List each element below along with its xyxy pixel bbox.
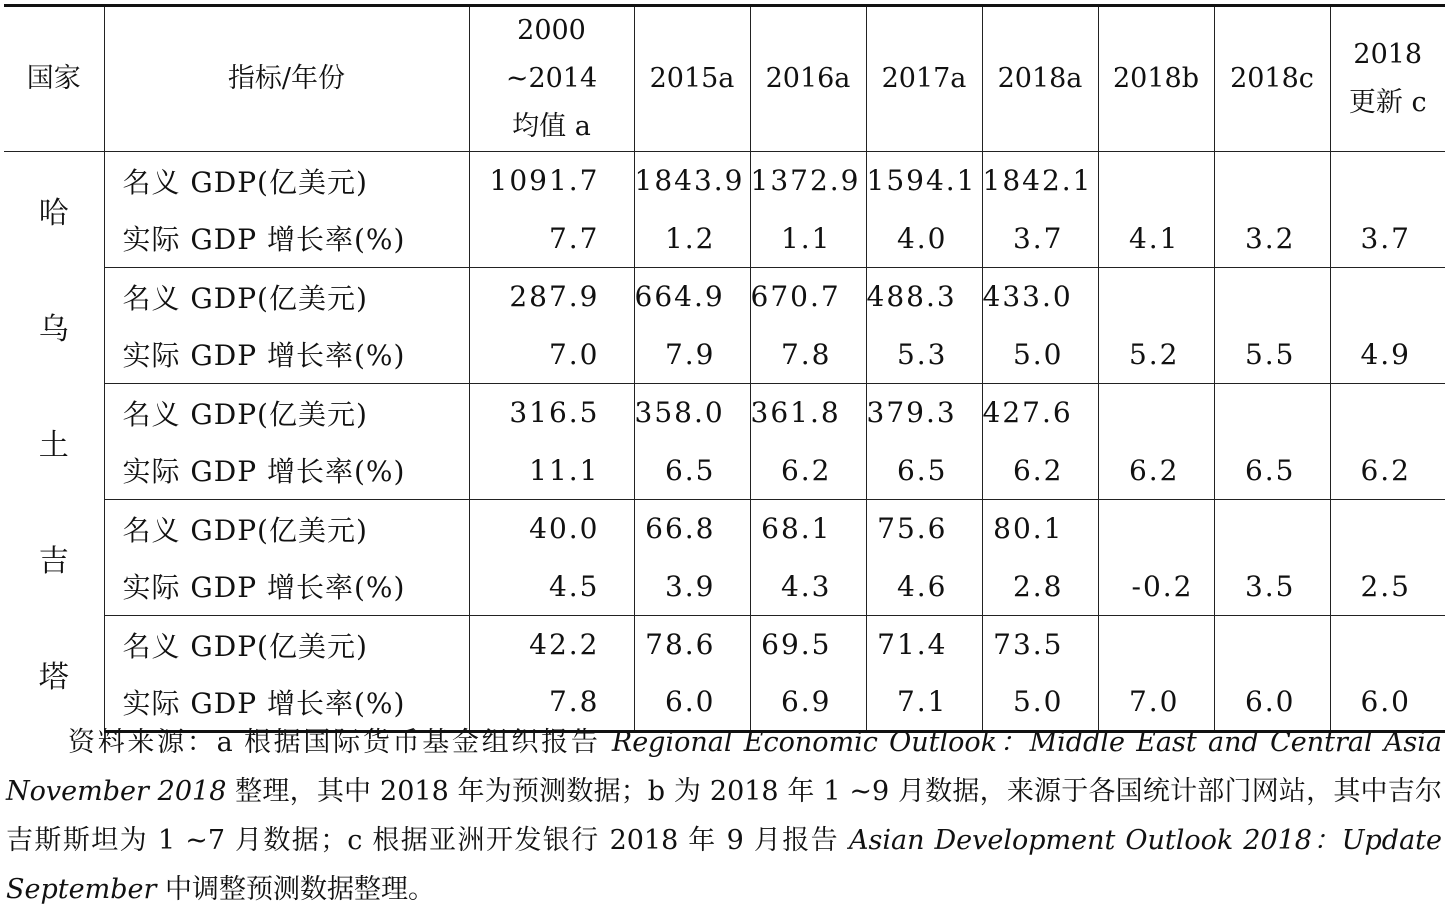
- table-row: [4, 268, 1445, 326]
- value-cell-2018a: 2.8: [982, 558, 1098, 616]
- source-note: [6, 718, 1442, 914]
- value-cell-2015a: 6.0: [634, 674, 750, 732]
- table-row: [4, 442, 1445, 500]
- value-cell-2017a: 379.3: [866, 384, 982, 442]
- value-cell-2015a: 358.0: [634, 384, 750, 442]
- country-cell: 吉: [38, 543, 69, 579]
- header-average-line2: 均值 a: [512, 111, 591, 142]
- gdp-table: [4, 4, 1445, 733]
- value-cell-2016a: 6.9: [750, 674, 866, 732]
- adb-report-title: Asian Development Outlook 2018：Update September: [6, 825, 1443, 905]
- value-cell-2017a: 4.6: [866, 558, 982, 616]
- value-cell-2018b: [1098, 268, 1214, 326]
- value-cell-2018b: [1098, 500, 1214, 558]
- indicator-nominal-gdp: 名义 GDP(亿美元): [104, 500, 469, 558]
- value-cell-2018-update: [1330, 616, 1445, 674]
- value-cell-2018b: 7.0: [1098, 674, 1214, 732]
- value-cell-2016a: 68.1: [750, 500, 866, 558]
- value-cell-2018a: 433.0: [982, 268, 1098, 326]
- value-cell-2018b: [1098, 616, 1214, 674]
- value-cell-2018-update: [1330, 152, 1445, 210]
- header-country: 国家: [4, 6, 104, 152]
- value-cell-2018a: 3.7: [982, 210, 1098, 268]
- value-cell-2017a: 4.0: [866, 210, 982, 268]
- value-cell-2018c: 6.5: [1214, 442, 1330, 500]
- value-cell-2018-update: 3.7: [1330, 210, 1445, 268]
- value-cell-2018a: 5.0: [982, 326, 1098, 384]
- indicator-nominal-gdp: 名义 GDP(亿美元): [104, 616, 469, 674]
- indicator-real-gdp-growth: 实际 GDP 增长率(%): [104, 326, 469, 384]
- value-cell-2015a: 664.9: [634, 268, 750, 326]
- header-2018-update: [1330, 6, 1445, 152]
- value-cell-2018b: [1098, 152, 1214, 210]
- value-cell-2018c: 6.0: [1214, 674, 1330, 732]
- indicator-nominal-gdp: 名义 GDP(亿美元): [104, 384, 469, 442]
- table-body: [4, 152, 1445, 732]
- table-row: [4, 152, 1445, 210]
- value-cell-2018-update: 4.9: [1330, 326, 1445, 384]
- value-cell-2018a: 427.6: [982, 384, 1098, 442]
- value-cell-avg-2000-2014: 316.5: [469, 384, 634, 442]
- value-cell-avg-2000-2014: 4.5: [469, 558, 634, 616]
- value-cell-2018b: [1098, 384, 1214, 442]
- indicator-nominal-gdp: 名义 GDP(亿美元): [104, 268, 469, 326]
- value-cell-2018c: [1214, 384, 1330, 442]
- value-cell-avg-2000-2014: 42.2: [469, 616, 634, 674]
- indicator-real-gdp-growth: 实际 GDP 增长率(%): [104, 210, 469, 268]
- value-cell-2018-update: 6.0: [1330, 674, 1445, 732]
- value-cell-2017a: 488.3: [866, 268, 982, 326]
- header-update-line1: 2018: [1353, 39, 1423, 70]
- header-2018b: 2018b: [1098, 6, 1214, 152]
- table-row: [4, 210, 1445, 268]
- value-cell-avg-2000-2014: 1091.7: [469, 152, 634, 210]
- value-cell-2015a: 66.8: [634, 500, 750, 558]
- indicator-nominal-gdp: 名义 GDP(亿美元): [104, 152, 469, 210]
- value-cell-2016a: 6.2: [750, 442, 866, 500]
- table-row: [4, 558, 1445, 616]
- value-cell-2015a: 3.9: [634, 558, 750, 616]
- header-2018c: 2018c: [1214, 6, 1330, 152]
- value-cell-2018-update: [1330, 268, 1445, 326]
- country-cell: 土: [38, 427, 69, 463]
- country-cell: 哈: [38, 195, 69, 231]
- value-cell-2015a: 7.9: [634, 326, 750, 384]
- value-cell-2016a: 4.3: [750, 558, 866, 616]
- value-cell-2018c: 5.5: [1214, 326, 1330, 384]
- source-note-text: 资料来源：a 根据国际货币基金组织报告 Regional Economic Outlook：Middle East and Central Asia November 2018 整理，其中 2018 年为预测数据；b 为 2018 年 1 ~9 月数据，来源于各国统计部门网站，其中吉尔吉斯斯坦为 1 ~7 月数据；c 根据亚洲开发银行 2018 年 9 月报告 Asian Development Outlook 2018：Update September 中调整预测数据整理。: [6, 727, 1443, 905]
- indicator-real-gdp-growth: 实际 GDP 增长率(%): [104, 674, 469, 732]
- value-cell-2018c: [1214, 616, 1330, 674]
- value-cell-2015a: 6.5: [634, 442, 750, 500]
- value-cell-2018b: 4.1: [1098, 210, 1214, 268]
- value-cell-2016a: 7.8: [750, 326, 866, 384]
- value-cell-2015a: 1843.9: [634, 152, 750, 210]
- value-cell-2016a: 69.5: [750, 616, 866, 674]
- value-cell-2018c: [1214, 152, 1330, 210]
- value-cell-avg-2000-2014: 11.1: [469, 442, 634, 500]
- value-cell-2018c: [1214, 268, 1330, 326]
- header-2018a: 2018a: [982, 6, 1098, 152]
- value-cell-2018b: -0.2: [1098, 558, 1214, 616]
- value-cell-2018b: 6.2: [1098, 442, 1214, 500]
- header-row: [4, 6, 1445, 152]
- value-cell-2017a: 1594.1: [866, 152, 982, 210]
- imf-report-title: Regional Economic Outlook：Middle East and Central Asia November 2018: [6, 727, 1442, 807]
- header-2017a: 2017a: [866, 6, 982, 152]
- indicator-real-gdp-growth: 实际 GDP 增长率(%): [104, 442, 469, 500]
- header-update-line2: 更新 c: [1348, 87, 1427, 118]
- header-2015a: 2015a: [634, 6, 750, 152]
- value-cell-2018c: 3.2: [1214, 210, 1330, 268]
- value-cell-2018-update: [1330, 500, 1445, 558]
- value-cell-avg-2000-2014: 7.8: [469, 674, 634, 732]
- value-cell-avg-2000-2014: 7.7: [469, 210, 634, 268]
- value-cell-2015a: 78.6: [634, 616, 750, 674]
- value-cell-2018c: [1214, 500, 1330, 558]
- value-cell-2017a: 75.6: [866, 500, 982, 558]
- value-cell-2018-update: [1330, 384, 1445, 442]
- value-cell-2015a: 1.2: [634, 210, 750, 268]
- value-cell-2016a: 1.1: [750, 210, 866, 268]
- value-cell-2017a: 7.1: [866, 674, 982, 732]
- header-average: [469, 6, 634, 152]
- value-cell-2017a: 5.3: [866, 326, 982, 384]
- value-cell-avg-2000-2014: 7.0: [469, 326, 634, 384]
- value-cell-2018a: 5.0: [982, 674, 1098, 732]
- value-cell-2018b: 5.2: [1098, 326, 1214, 384]
- value-cell-2017a: 6.5: [866, 442, 982, 500]
- value-cell-2016a: 361.8: [750, 384, 866, 442]
- value-cell-2018a: 6.2: [982, 442, 1098, 500]
- country-cell: 塔: [38, 659, 69, 695]
- value-cell-2016a: 670.7: [750, 268, 866, 326]
- value-cell-2018a: 1842.1: [982, 152, 1098, 210]
- header-average-line1: 2000 ~2014: [505, 15, 598, 94]
- header-indicator: 指标/年份: [104, 6, 469, 152]
- value-cell-2018a: 80.1: [982, 500, 1098, 558]
- value-cell-2018-update: 6.2: [1330, 442, 1445, 500]
- value-cell-avg-2000-2014: 40.0: [469, 500, 634, 558]
- table-row: [4, 616, 1445, 674]
- country-cell: 乌: [38, 311, 69, 347]
- table-row: [4, 326, 1445, 384]
- indicator-real-gdp-growth: 实际 GDP 增长率(%): [104, 558, 469, 616]
- header-2016a: 2016a: [750, 6, 866, 152]
- table-row: [4, 384, 1445, 442]
- value-cell-2018a: 73.5: [982, 616, 1098, 674]
- table-row: [4, 500, 1445, 558]
- value-cell-2016a: 1372.9: [750, 152, 866, 210]
- value-cell-avg-2000-2014: 287.9: [469, 268, 634, 326]
- value-cell-2017a: 71.4: [866, 616, 982, 674]
- value-cell-2018-update: 2.5: [1330, 558, 1445, 616]
- value-cell-2018c: 3.5: [1214, 558, 1330, 616]
